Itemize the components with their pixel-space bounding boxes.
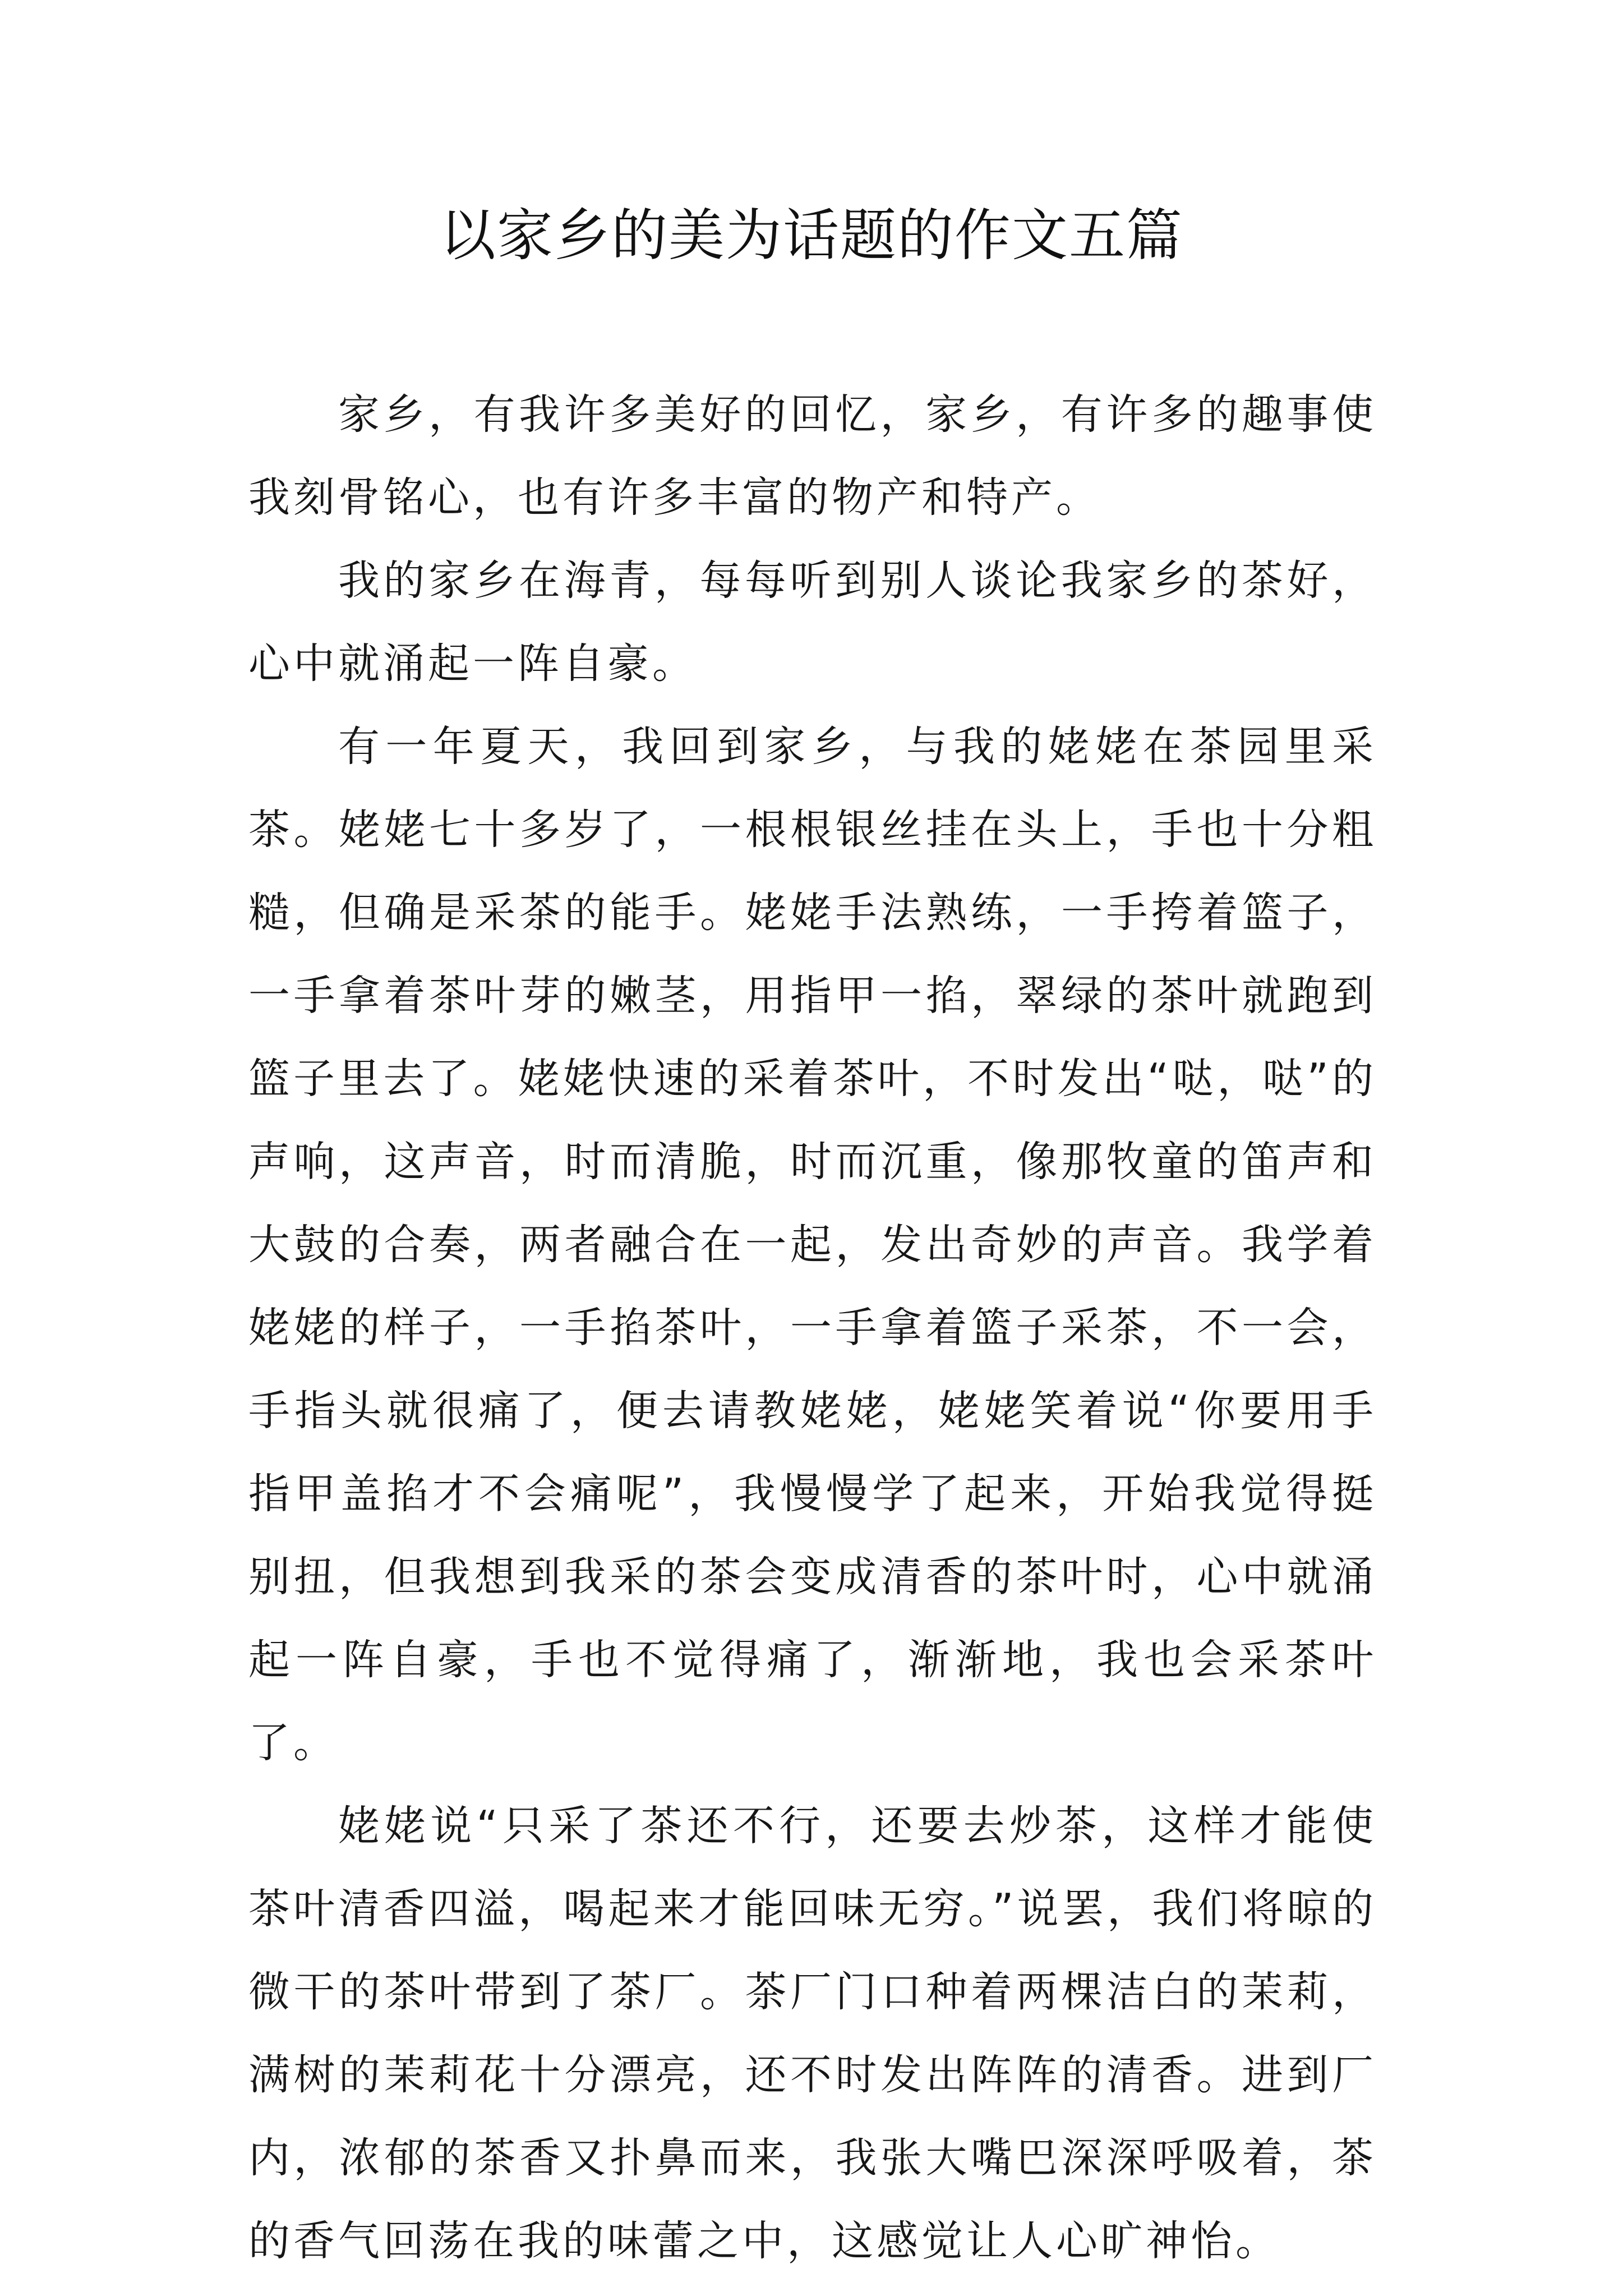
paragraph-2: 我的家乡在海青，每每听到别人谈论我家乡的茶好，心中就涌起一阵自豪。 [248,556,1377,688]
paragraph-3: 有一年夏天，我回到家乡，与我的姥姥在茶园里采茶。姥姥七十多岁了，一根根银丝挂在头上，手也十分粗糙，但确是采茶的能手。姥姥手法熟练，一手挎着篮子，一手拿着茶叶芽的嫩茎，用指甲一掐，翠绿的茶叶就跑到篮子里去了。姥姥快速的采着茶叶，不时发出“哒，哒”的声响，这声音，时而清脆，时而沉重，像那牧童的笛声和大鼓的合奏，两者融合在一起，发出奇妙的声音。我学着姥姥的样子，一手掐茶叶，一手拿着篮子采茶，不一会，手指头就很痛了，便去请教姥姥，姥姥笑着说“你要用手指甲盖掐才不会痛呢”，我慢慢学了起来，开始我觉得挺别扭，但我想到我采的茶会变成清香的茶叶时，心中就涌起一阵自豪，手也不觉得痛了，渐渐地，我也会采茶叶了。 [248,723,1377,1767]
paragraph-1: 家乡，有我许多美好的回忆，家乡，有许多的趣事使我刻骨铭心，也有许多丰富的物产和特产。 [248,390,1377,522]
document-body [248,373,1377,2283]
document-title: 以家乡的美为话题的作文五篇 [440,203,1183,268]
paragraph-4: 姥姥说“只采了茶还不行，还要去炒茶，这样才能使茶叶清香四溢，喝起来才能回味无穷。”说罢，我们将晾的微干的茶叶带到了茶厂。茶厂门口种着两棵洁白的茉莉，满树的茉莉花十分漂亮，还不时发出阵阵的清香。进到厂内，浓郁的茶香又扑鼻而来，我张大嘴巴深深呼吸着，茶的香气回荡在我的味蕾之中，这感觉让人心旷神怡。 [248,1802,1377,2265]
